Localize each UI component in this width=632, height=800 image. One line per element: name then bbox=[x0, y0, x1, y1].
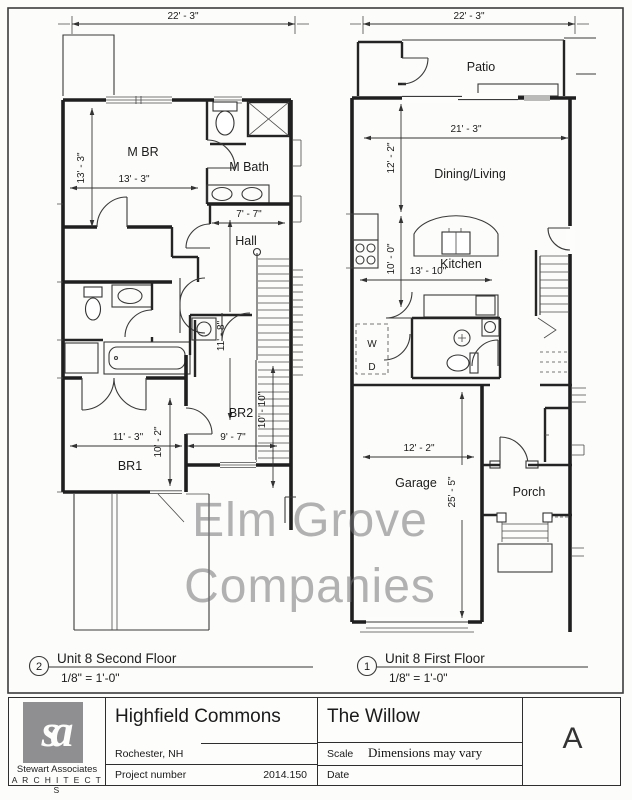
title-block-id-cell bbox=[523, 698, 622, 785]
dim-br1-depth: 10' - 2" bbox=[153, 426, 164, 458]
firm-logo bbox=[23, 702, 83, 763]
dim-kitchen-width: 13' - 10" bbox=[409, 266, 447, 277]
title-block-firm-cell bbox=[9, 698, 106, 795]
laundry-washer-label: W bbox=[367, 339, 377, 350]
dim-hall-depth: 11' - 8" bbox=[216, 320, 227, 352]
room-label-patio: Patio bbox=[466, 60, 496, 74]
project-location: Rochester, NH bbox=[115, 748, 184, 760]
dim-mbr-width: 13' - 3" bbox=[118, 174, 150, 185]
plan-title-first-floor bbox=[358, 651, 589, 685]
room-label-hall: Hall bbox=[235, 234, 257, 248]
dim-garage-width: 12' - 2" bbox=[403, 443, 435, 454]
date-label: Date bbox=[327, 769, 350, 781]
divider bbox=[318, 742, 522, 743]
room-label-porch: Porch bbox=[512, 485, 546, 499]
sheet-id: A bbox=[562, 722, 583, 755]
project-number-label: Project number bbox=[115, 769, 187, 781]
scale-value: Dimensions may vary bbox=[368, 745, 483, 760]
watermark-line1: Elm Grove bbox=[192, 494, 428, 547]
plan-number-1: 1 bbox=[363, 661, 371, 673]
sheet-border bbox=[8, 8, 623, 693]
dim-br2-width: 9' - 7" bbox=[220, 432, 246, 443]
firm-logo-monogram: sa bbox=[41, 705, 65, 756]
dim-overall-2f: 22' - 3" bbox=[167, 11, 199, 22]
dim-living-depth: 12' - 2" bbox=[386, 142, 397, 174]
sheet-name: The Willow bbox=[327, 706, 420, 727]
divider bbox=[106, 764, 317, 765]
room-label-garage: Garage bbox=[395, 476, 437, 490]
dim-mbr-side: 13' - 3" bbox=[76, 152, 87, 184]
firm-type: A R C H I T E C T S bbox=[11, 775, 103, 795]
title-block-project-cell bbox=[106, 698, 318, 785]
divider bbox=[318, 765, 522, 766]
plan-scale-1: 1/8" = 1'-0" bbox=[389, 671, 448, 685]
room-label-br1: BR1 bbox=[117, 459, 143, 473]
scale-label: Scale bbox=[327, 748, 354, 760]
room-label-mbath: M Bath bbox=[229, 160, 269, 174]
dim-br2-depth: 10' - 10" bbox=[257, 391, 268, 429]
plan-title-2: Unit 8 Second Floor bbox=[57, 651, 177, 666]
project-number: 2014.150 bbox=[263, 769, 307, 781]
laundry-dryer-label: D bbox=[368, 362, 376, 373]
dim-garage-depth: 25' - 5" bbox=[447, 476, 458, 508]
plan-title-1: Unit 8 First Floor bbox=[385, 651, 485, 666]
room-label-br2: BR2 bbox=[228, 406, 254, 420]
plan-second-floor bbox=[57, 11, 309, 630]
dim-kitchen-depth: 10' - 0" bbox=[386, 243, 397, 275]
title-block-sheet-cell bbox=[318, 698, 523, 785]
dim-br1-width: 11' - 3" bbox=[112, 432, 144, 443]
plan-title-second-floor bbox=[30, 651, 314, 685]
watermark-line2: Companies bbox=[184, 560, 436, 613]
room-label-dining-living: Dining/Living bbox=[434, 167, 506, 181]
plan-number-2: 2 bbox=[35, 661, 43, 673]
dim-hall-width: 7' - 7" bbox=[236, 209, 262, 220]
plan-first-floor bbox=[346, 11, 596, 632]
dim-living-width: 21' - 3" bbox=[450, 124, 482, 135]
title-block bbox=[8, 697, 621, 795]
dim-overall-1f: 22' - 3" bbox=[453, 11, 485, 22]
room-label-kitchen: Kitchen bbox=[440, 257, 482, 271]
plan-scale-2: 1/8" = 1'-0" bbox=[61, 671, 120, 685]
divider bbox=[201, 743, 317, 744]
firm-name: Stewart Associates bbox=[16, 764, 98, 775]
room-label-mbr: M BR bbox=[127, 145, 159, 159]
project-name: Highfield Commons bbox=[115, 706, 281, 727]
